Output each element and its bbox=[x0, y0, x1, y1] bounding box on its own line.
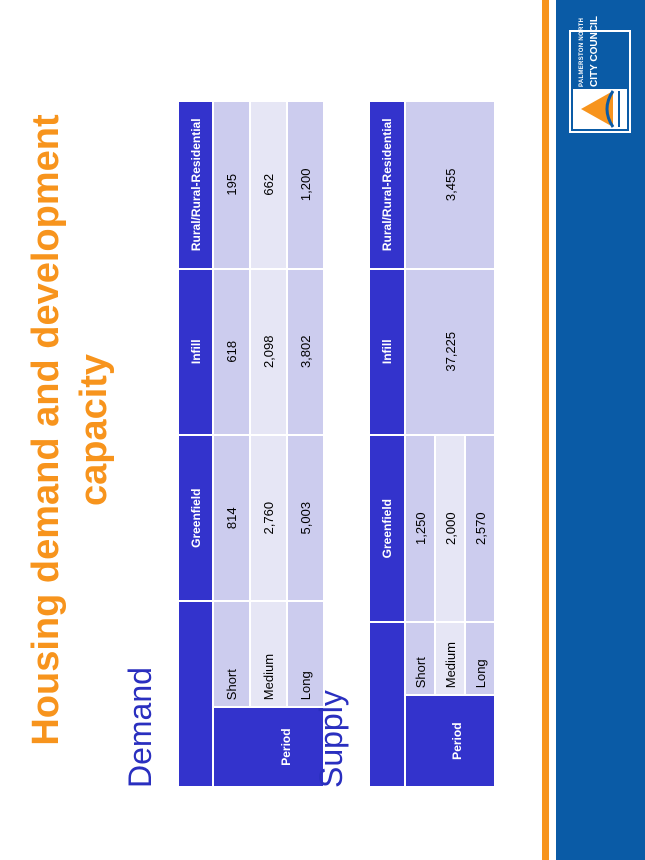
supply-cell: 2,000 bbox=[435, 435, 465, 622]
table-row bbox=[250, 101, 287, 787]
demand-cell: 814 bbox=[213, 435, 250, 602]
demand-cell: 3,802 bbox=[287, 269, 324, 435]
supply-cell: 1,250 bbox=[405, 435, 435, 622]
demand-header-blank bbox=[178, 601, 213, 787]
page-title-line1: Housing demand and development bbox=[25, 114, 67, 746]
supply-header-blank bbox=[369, 622, 405, 787]
demand-period-cell: Period bbox=[213, 707, 324, 787]
table-row bbox=[405, 101, 435, 787]
supply-col-infill: Infill bbox=[369, 269, 405, 435]
demand-row-label: Medium bbox=[250, 601, 287, 707]
page-title-line2: capacity bbox=[73, 353, 115, 507]
demand-cell: 2,098 bbox=[250, 269, 287, 435]
demand-row-label: Long bbox=[287, 601, 324, 707]
demand-cell: 195 bbox=[213, 101, 250, 269]
white-stripe bbox=[549, 0, 556, 860]
supply-col-greenfield: Greenfield bbox=[369, 435, 405, 622]
supply-label: Supply bbox=[313, 690, 349, 788]
supply-row-label: Long bbox=[465, 622, 495, 695]
logo-big-text: CITY COUNCIL bbox=[589, 16, 600, 87]
demand-cell: 618 bbox=[213, 269, 250, 435]
supply-infill-total: 37,225 bbox=[405, 269, 495, 435]
council-logo-mark-icon bbox=[573, 89, 627, 129]
supply-table bbox=[368, 100, 496, 788]
demand-row-label: Short bbox=[213, 601, 250, 707]
demand-col-greenfield: Greenfield bbox=[178, 435, 213, 602]
demand-col-rural: Rural/Rural-Residential bbox=[178, 101, 213, 269]
table-row bbox=[287, 101, 324, 787]
supply-col-rural: Rural/Rural-Residential bbox=[369, 101, 405, 269]
demand-cell: 2,760 bbox=[250, 435, 287, 602]
demand-cell: 5,003 bbox=[287, 435, 324, 602]
supply-rural-total: 3,455 bbox=[405, 101, 495, 269]
table-row bbox=[213, 101, 250, 787]
demand-cell: 1,200 bbox=[287, 101, 324, 269]
demand-col-infill: Infill bbox=[178, 269, 213, 435]
demand-table bbox=[177, 100, 325, 788]
demand-header-row bbox=[178, 101, 213, 787]
supply-row-label: Short bbox=[405, 622, 435, 695]
council-logo bbox=[569, 16, 631, 133]
logo-small-text: PALMERSTON NORTH bbox=[579, 17, 585, 87]
supply-header-row bbox=[369, 101, 405, 787]
supply-period-cell: Period bbox=[405, 695, 495, 787]
page-title bbox=[22, 90, 118, 770]
supply-row-label: Medium bbox=[435, 622, 465, 695]
demand-cell: 662 bbox=[250, 101, 287, 269]
demand-label: Demand bbox=[122, 667, 158, 788]
orange-stripe bbox=[542, 0, 549, 860]
supply-cell: 2,570 bbox=[465, 435, 495, 622]
